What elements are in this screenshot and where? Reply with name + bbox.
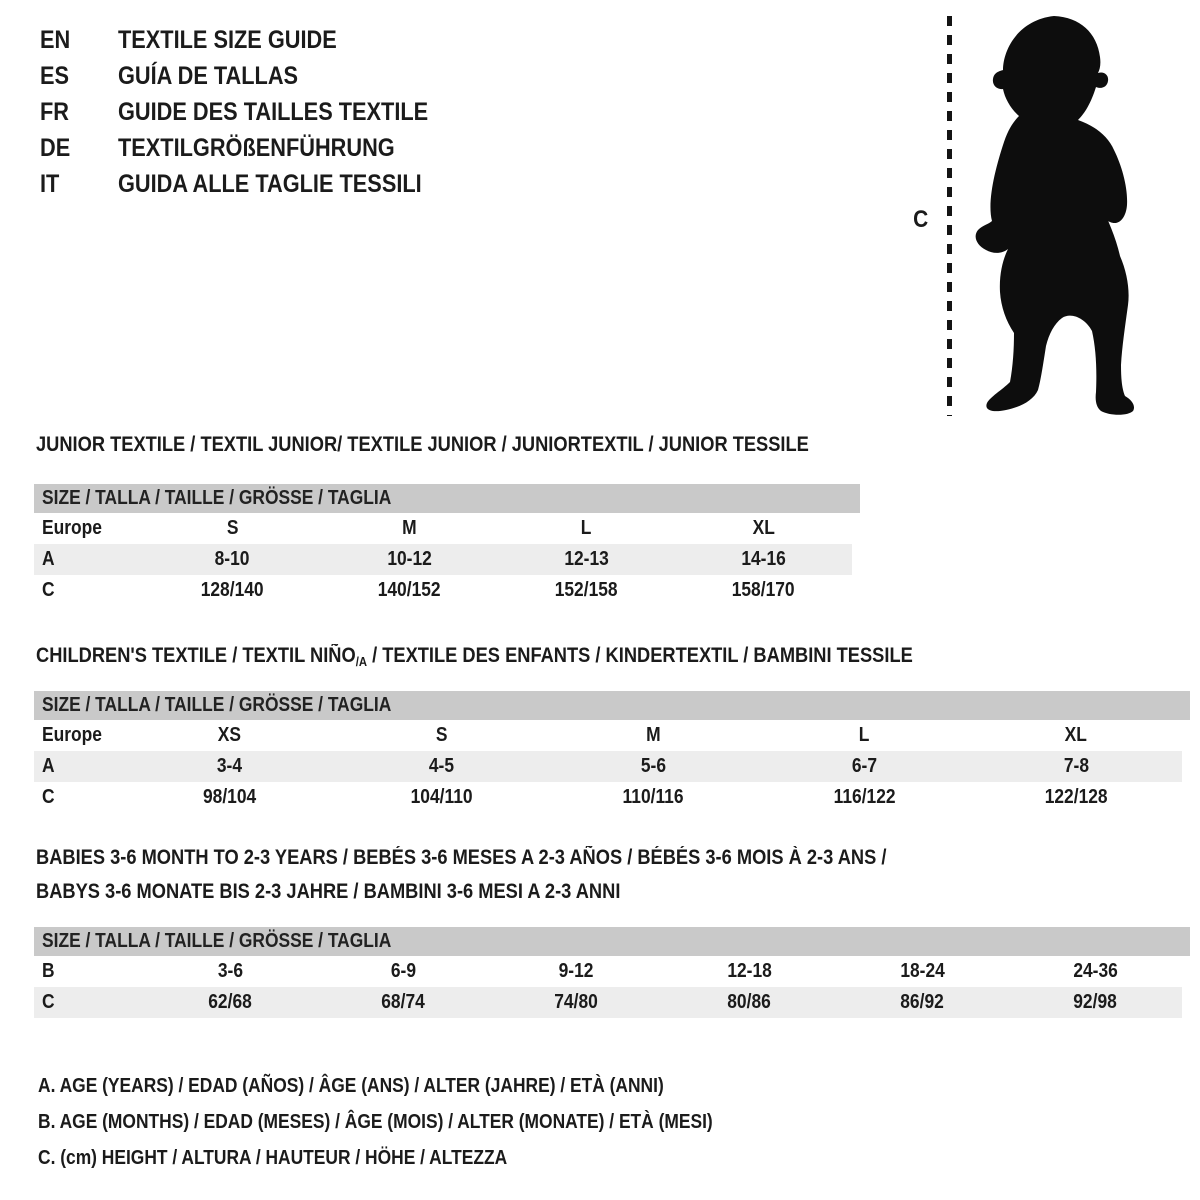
language-row-fr (40, 94, 475, 130)
junior-table-size-header: SIZE / TALLA / TAILLE / GRÖSSE / TAGLIA (34, 484, 860, 513)
language-code: ES (40, 62, 70, 90)
junior-section-title: JUNIOR TEXTILE / TEXTIL JUNIOR/ TEXTILE JUNIOR / JUNIORTEXTIL / JUNIOR TESSILE (36, 433, 809, 456)
language-code: FR (40, 98, 69, 126)
babies-row-height: C 62/68 68/74 74/80 80/86 86/92 92/98 (34, 987, 1182, 1018)
nino-a-subscript: /A (355, 654, 368, 669)
language-title-list (40, 22, 475, 202)
children-row-height: C 98/104 104/110 110/116 116/122 122/128 (42, 786, 1108, 808)
babies-row-age-months: B 3-6 6-9 9-12 12-18 18-24 24-36 (42, 960, 1118, 982)
junior-row-age: A 8-10 10-12 12-13 14-16 (34, 544, 852, 575)
language-row-en (40, 22, 475, 58)
language-row-de (40, 130, 475, 166)
language-title: GUIDA ALLE TAGLIE TESSILI (118, 170, 422, 198)
language-row-it (40, 166, 475, 202)
height-measure-dashed-line (947, 16, 952, 416)
children-size-table (34, 691, 1190, 813)
children-table-size-header: SIZE / TALLA / TAILLE / GRÖSSE / TAGLIA (34, 691, 1190, 720)
language-code: DE (40, 134, 71, 162)
junior-row-height: C 128/140 140/152 152/158 158/170 (42, 579, 795, 601)
language-title: TEXTILGRÖßENFÜHRUNG (118, 134, 395, 162)
language-title: GUIDE DES TAILLES TEXTILE (118, 98, 429, 126)
legend-height-cm: C. (cm) HEIGHT / ALTURA / HAUTEUR / HÖHE / ALTEZZA (38, 1147, 508, 1169)
junior-size-table (34, 484, 860, 606)
children-row-europe: Europe XS S M L XL (42, 724, 1088, 746)
language-code: EN (40, 26, 71, 54)
language-title: GUÍA DE TALLAS (118, 62, 299, 90)
children-row-age: A 3-4 4-5 5-6 6-7 7-8 (34, 751, 1182, 782)
measure-legend (38, 1068, 814, 1176)
height-measure-label: C (913, 206, 929, 233)
junior-row-europe: Europe S M L XL (42, 517, 775, 539)
language-title: TEXTILE SIZE GUIDE (118, 26, 337, 54)
baby-silhouette-image (958, 12, 1142, 416)
babies-section-title-line2: BABYS 3-6 MONATE BIS 2-3 JAHRE / BAMBINI 3-6 MESI A 2-3 ANNI (36, 880, 621, 903)
babies-section-title-line1: BABIES 3-6 MONTH TO 2-3 YEARS / BEBÉS 3-6 MESES A 2-3 AÑOS / BÉBÉS 3-6 MOIS À 2-3 ANS / (36, 846, 887, 869)
babies-size-table (34, 927, 1190, 1018)
children-section-title: CHILDREN'S TEXTILE / TEXTIL $NIÑO_{/A}$ / TEXTILE DES ENFANTS / KINDERTEXTIL / BAMBINI TESSILE (36, 644, 913, 669)
language-row-es (40, 58, 475, 94)
legend-age-years: A. AGE (YEARS) / EDAD (AÑOS) / ÂGE (ANS) / ALTER (JAHRE) / ETÀ (ANNI) (38, 1075, 664, 1097)
language-code: IT (40, 170, 60, 198)
babies-table-size-header: SIZE / TALLA / TAILLE / GRÖSSE / TAGLIA (34, 927, 1190, 956)
legend-age-months: B. AGE (MONTHS) / EDAD (MESES) / ÂGE (MOIS) / ALTER (MONATE) / ETÀ (MESI) (38, 1111, 713, 1133)
